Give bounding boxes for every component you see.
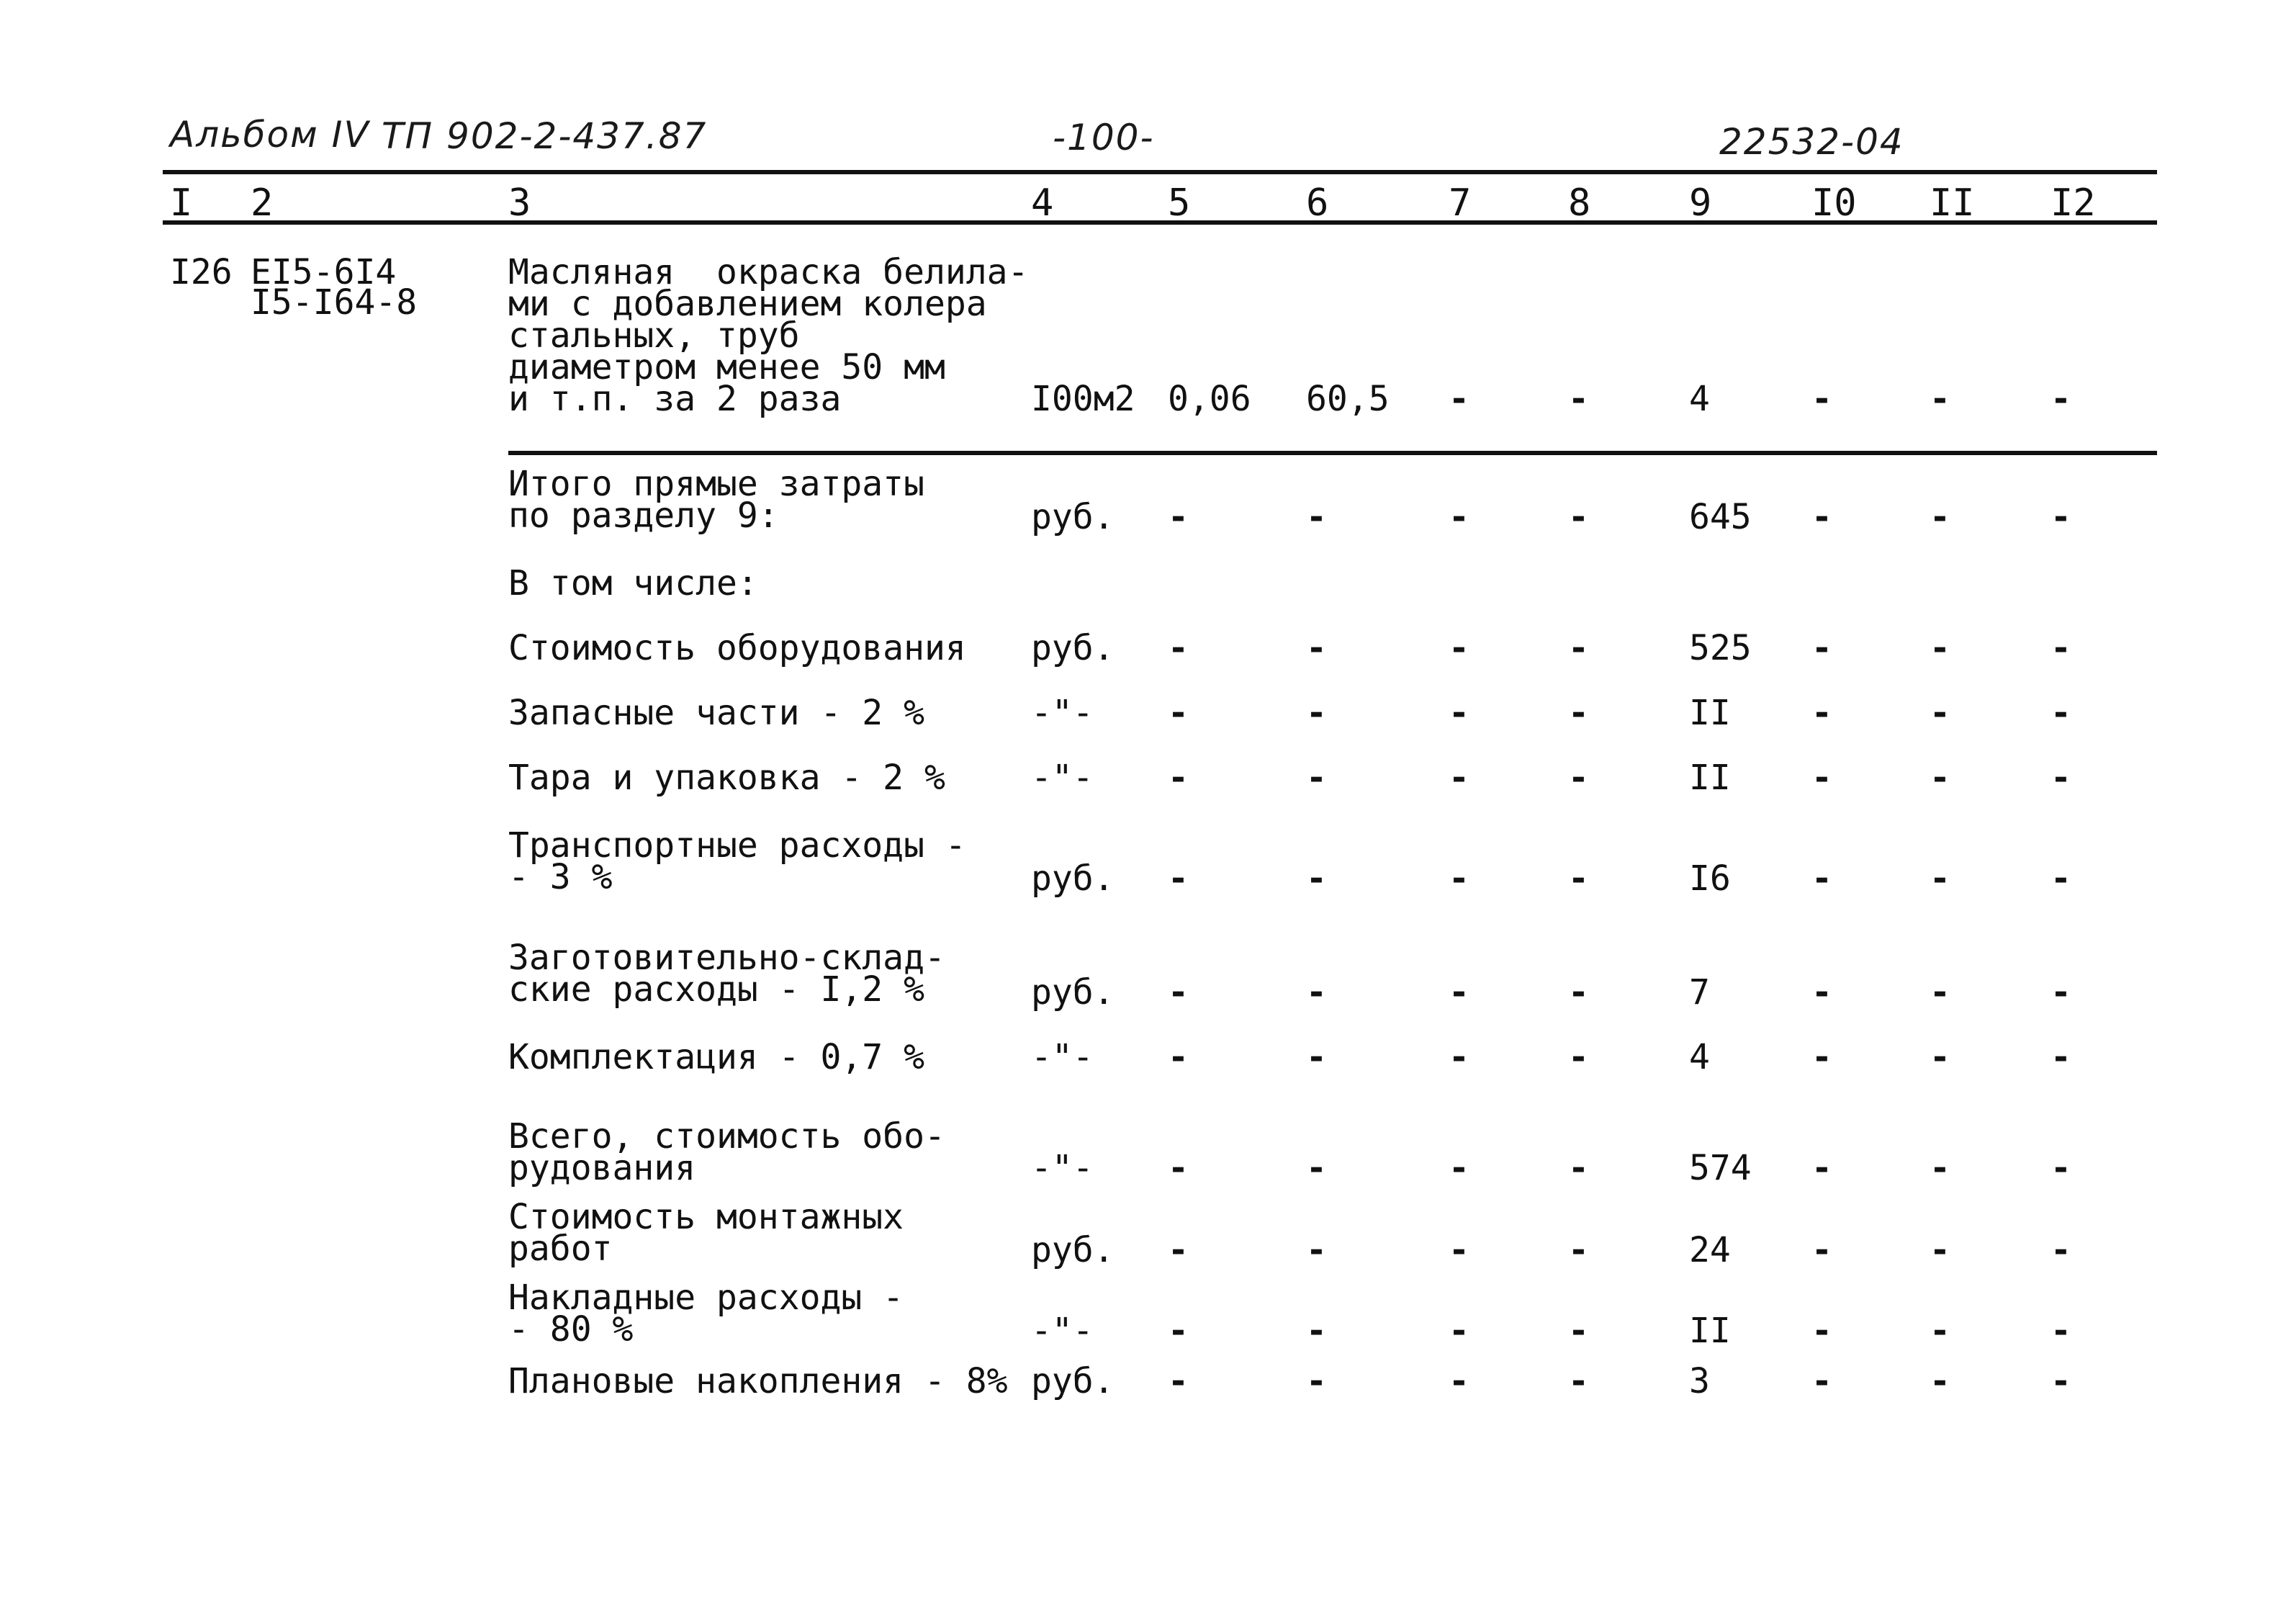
cell-value: -: [2050, 693, 2071, 733]
cell-value: -: [1568, 497, 1589, 537]
document-code: 22532-04: [1719, 121, 1904, 163]
cell-value: -: [1568, 858, 1589, 899]
column-number: II: [1930, 181, 1975, 225]
row-label: Тара и упаковка - 2 %: [508, 758, 945, 798]
cell-value: -: [1168, 1148, 1189, 1188]
cell-value: -: [1568, 693, 1589, 733]
cell-value: -: [1930, 693, 1950, 733]
item-code: I5-I64-8: [251, 282, 418, 323]
cell-value: I6: [1689, 858, 1731, 899]
cell-value: -: [1306, 858, 1327, 899]
cell-value: 645: [1689, 497, 1752, 537]
cell-value: -: [1168, 497, 1189, 537]
album-label: Альбом IV: [170, 114, 370, 156]
cell-value: -: [1811, 1230, 1832, 1270]
cell-value: -: [1306, 628, 1327, 668]
cell-value: -: [2050, 1148, 2071, 1188]
row-label: Всего, стоимость обо- рудования: [508, 1116, 945, 1188]
unit: руб.: [1031, 1230, 1115, 1270]
row-label: Транспортные расходы - - 3 %: [508, 825, 966, 897]
cell-value: -: [1168, 693, 1189, 733]
column-number: I: [170, 181, 193, 225]
cell-value: -: [1449, 1037, 1469, 1077]
cell-value: -: [1449, 858, 1469, 899]
cell-value: -: [1306, 497, 1327, 537]
cell-value: 4: [1689, 379, 1710, 419]
cell-value: 7: [1689, 972, 1710, 1013]
item-description: Масляная окраска белила- ми с добавлением колера стальных, труб диаметром менее 50 мм и т.п. за 2 раза: [508, 252, 1029, 419]
cell-value: -: [1168, 758, 1189, 798]
cell-value: -: [1930, 628, 1950, 668]
cell-value: -: [2050, 1037, 2071, 1077]
column-number: 8: [1568, 181, 1591, 225]
column-number: I2: [2050, 181, 2096, 225]
top-rule: [163, 170, 2157, 174]
cell-value: -: [1449, 1148, 1469, 1188]
cell-value: -: [2050, 972, 2071, 1013]
cell-value: -: [1449, 1311, 1469, 1351]
item-code: EI5-6I4: [251, 252, 397, 292]
column-number: 4: [1031, 181, 1054, 225]
cell-value: -: [1168, 858, 1189, 899]
cell-value: -: [1449, 379, 1469, 419]
cell-value: -: [1568, 1037, 1589, 1077]
cell-value: 574: [1689, 1148, 1752, 1188]
row-label: Итого прямые затраты по разделу 9:: [508, 464, 924, 536]
cell-value: -: [1168, 972, 1189, 1013]
unit: I00м2: [1031, 379, 1135, 419]
cell-value: -: [1449, 972, 1469, 1013]
cell-value: -: [1930, 1037, 1950, 1077]
cell-value: -: [1930, 858, 1950, 899]
cell-value: 3: [1689, 1361, 1710, 1401]
cell-value: -: [1568, 972, 1589, 1013]
unit: -"-: [1031, 1037, 1094, 1077]
cell-value: -: [1449, 1230, 1469, 1270]
column-number: 6: [1306, 181, 1329, 225]
cell-value: -: [1306, 1037, 1327, 1077]
row-label: Накладные расходы - - 80 %: [508, 1278, 904, 1350]
row-label: Комплектация - 0,7 %: [508, 1037, 924, 1077]
cell-value: -: [1930, 379, 1950, 419]
cell-value: 24: [1689, 1230, 1731, 1270]
cell-value: -: [1568, 1230, 1589, 1270]
cell-value: -: [1306, 758, 1327, 798]
cell-value: -: [1568, 379, 1589, 419]
cell-value: -: [2050, 858, 2071, 899]
cell-value: -: [2050, 1311, 2071, 1351]
cell-value: -: [1811, 1037, 1832, 1077]
cell-value: -: [1306, 1230, 1327, 1270]
cell-value: -: [1306, 1148, 1327, 1188]
quantity: 0,06: [1168, 379, 1251, 419]
cell-value: -: [2050, 1230, 2071, 1270]
cell-value: -: [1930, 1230, 1950, 1270]
column-header-rule: [163, 220, 2157, 225]
cell-value: -: [1930, 497, 1950, 537]
cell-value: -: [1811, 1311, 1832, 1351]
cell-value: -: [1306, 1361, 1327, 1401]
row-label: В том числе:: [508, 563, 758, 603]
cell-value: -: [1930, 758, 1950, 798]
project-code: ТП 902-2-437.87: [382, 115, 708, 157]
unit: -"-: [1031, 758, 1094, 798]
unit: руб.: [1031, 972, 1115, 1013]
cell-value: -: [1930, 1361, 1950, 1401]
cell-value: -: [1811, 628, 1832, 668]
cell-value: -: [1168, 1311, 1189, 1351]
column-number: 7: [1449, 181, 1472, 225]
section-rule: [508, 451, 2157, 455]
cell-value: -: [1306, 972, 1327, 1013]
unit: руб.: [1031, 497, 1115, 537]
cell-value: -: [1449, 497, 1469, 537]
row-label: Запасные части - 2 %: [508, 693, 924, 733]
cell-value: -: [2050, 758, 2071, 798]
cell-value: -: [1811, 758, 1832, 798]
cell-value: -: [1811, 858, 1832, 899]
cell-value: -: [1811, 497, 1832, 537]
cell-value: -: [1811, 1361, 1832, 1401]
column-number: 5: [1168, 181, 1191, 225]
cell-value: -: [1449, 1361, 1469, 1401]
cell-value: -: [1306, 693, 1327, 733]
cell-value: -: [1168, 628, 1189, 668]
cell-value: -: [1168, 1361, 1189, 1401]
unit: -"-: [1031, 1148, 1094, 1188]
cell-value: -: [1449, 693, 1469, 733]
cell-value: -: [1930, 1148, 1950, 1188]
cell-value: -: [1930, 1311, 1950, 1351]
cell-value: -: [1811, 693, 1832, 733]
row-label: Стоимость монтажных работ: [508, 1197, 904, 1269]
cell-value: -: [1568, 1148, 1589, 1188]
cell-value: 4: [1689, 1037, 1710, 1077]
cell-value: -: [1568, 1361, 1589, 1401]
cell-value: -: [1811, 379, 1832, 419]
row-label: Плановые накопления - 8%: [508, 1361, 1008, 1401]
cell-value: -: [1168, 1037, 1189, 1077]
cell-value: 525: [1689, 628, 1752, 668]
cell-value: II: [1689, 693, 1731, 733]
unit: руб.: [1031, 1361, 1115, 1401]
unit-price: 60,5: [1306, 379, 1390, 419]
cell-value: -: [1811, 972, 1832, 1013]
cell-value: -: [2050, 628, 2071, 668]
row-label: Заготовительно-склад- ские расходы - I,2 %: [508, 938, 945, 1010]
cell-value: -: [2050, 1361, 2071, 1401]
column-number: I0: [1811, 181, 1857, 225]
column-number: 9: [1689, 181, 1712, 225]
column-number: 2: [251, 181, 274, 225]
cell-value: -: [1811, 1148, 1832, 1188]
cell-value: -: [1568, 758, 1589, 798]
cell-value: -: [1568, 1311, 1589, 1351]
cell-value: -: [1930, 972, 1950, 1013]
row-label: Стоимость оборудования: [508, 628, 966, 668]
unit: руб.: [1031, 858, 1115, 899]
item-number: I26: [170, 252, 233, 292]
cell-value: II: [1689, 758, 1731, 798]
unit: -"-: [1031, 1311, 1094, 1351]
cell-value: -: [1306, 1311, 1327, 1351]
unit: -"-: [1031, 693, 1094, 733]
cell-value: -: [2050, 379, 2071, 419]
cell-value: II: [1689, 1311, 1731, 1351]
cell-value: -: [1568, 628, 1589, 668]
unit: руб.: [1031, 628, 1115, 668]
cell-value: -: [1449, 628, 1469, 668]
cell-value: -: [1168, 1230, 1189, 1270]
cell-value: -: [1449, 758, 1469, 798]
cell-value: -: [2050, 497, 2071, 537]
page-number: -100-: [1053, 117, 1155, 158]
column-number: 3: [508, 181, 531, 225]
